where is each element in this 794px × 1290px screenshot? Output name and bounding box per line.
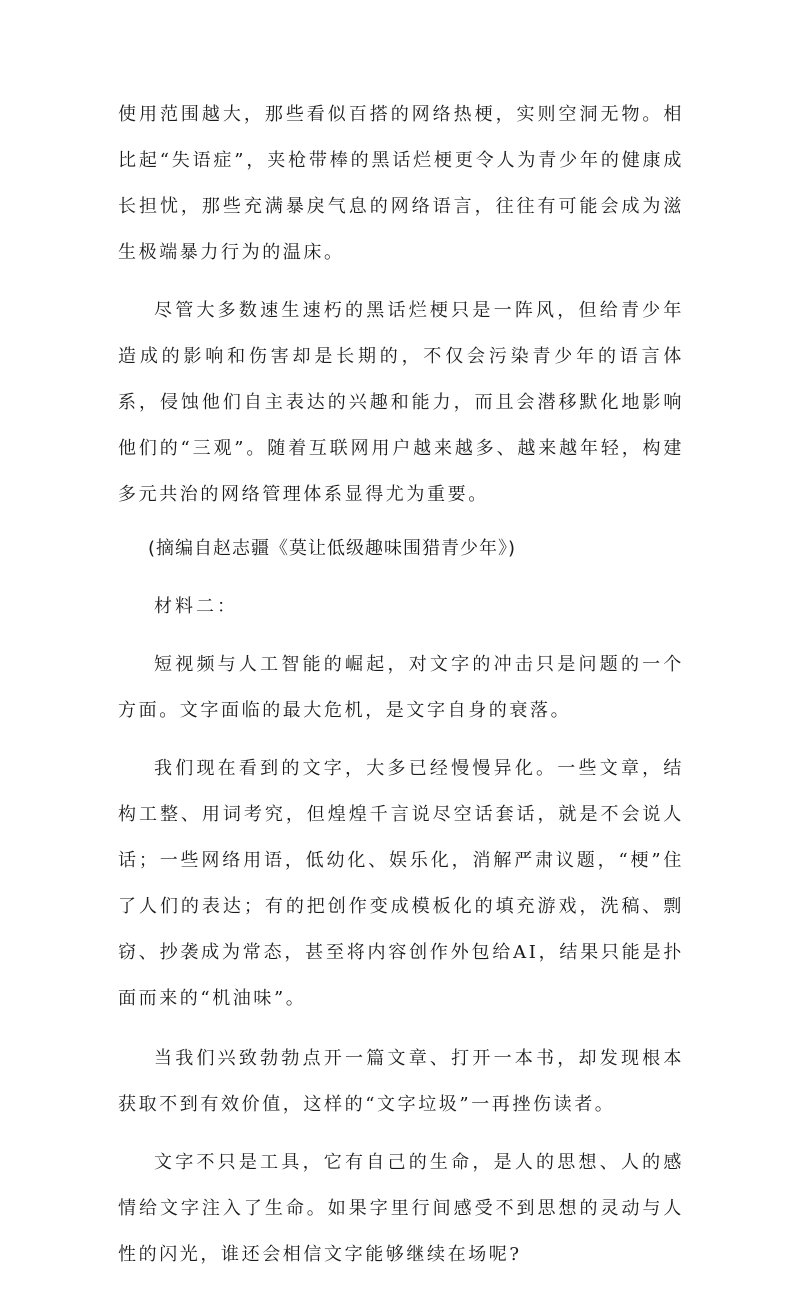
document-page: [118, 92, 684, 1290]
paragraph-slang-harm: 尽管大多数速生速朽的黑话烂梗只是一阵风，但给青少年造成的影响和伤害却是长期的，不仅会污染青少年的语言体系，侵蚀他们自主表达的兴趣和能力，而且会潜移默化地影响他们的“三观”。随着互联网用户越来越多、越来越年轻，构建多元共治的网络管理体系显得尤为重要。: [118, 300, 684, 505]
source-citation: (摘编自赵志疆《莫让低级趣味围猎青少年》): [148, 538, 517, 559]
paragraph-text-crisis: 短视频与人工智能的崛起，对文字的冲击只是问题的一个方面。文字面临的最大危机，是文字自身的衰落。: [118, 654, 684, 721]
paragraph-text-garbage: 当我们兴致勃勃点开一篇文章、打开一本书，却发现根本获取不到有效价值，这样的“文字垃圾”一再挫伤读者。: [118, 1048, 684, 1115]
material-two-label: 材料二：: [154, 596, 238, 617]
paragraph-continuation: 使用范围越大，那些看似百搭的网络热梗，实则空洞无物。相比起“失语症”，夹枪带棒的黑话烂梗更令人为青少年的健康成长担忧，那些充满暴戾气息的网络语言，往往有可能会成为滋生极端暴力行为的温床。: [118, 104, 684, 263]
paragraph-text-life: 文字不只是工具，它有自己的生命，是人的思想、人的感情给文字注入了生命。如果字里行间感受不到思想的灵动与人性的闪光，谁还会相信文字能够继续在场呢?: [118, 1152, 684, 1265]
paragraph-text-alienation: 我们现在看到的文字，大多已经慢慢异化。一些文章，结构工整、用词考究，但煌煌千言说尽空话套话，就是不会说人话；一些网络用语，低幼化、娱乐化，消解严肃议题，“梗”住了人们的表达；有的把创作变成模板化的填充游戏，洗稿、剽窃、抄袭成为常态，甚至将内容创作外包给AI，结果只能是扑面而来的“机油味”。: [118, 758, 684, 1009]
